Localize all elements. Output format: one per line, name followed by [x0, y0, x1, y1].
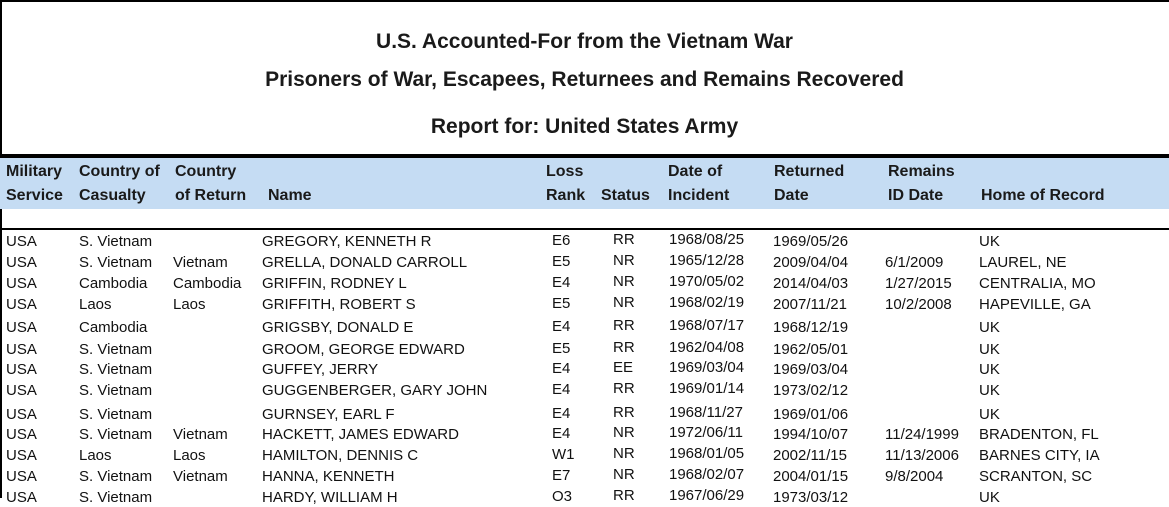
cell-status: NR: [613, 273, 635, 290]
cell-country-of-casualty: S. Vietnam: [79, 382, 153, 399]
header-id-date: ID Date: [888, 187, 944, 204]
header-loss: Loss: [546, 163, 584, 180]
cell-status: RR: [613, 380, 635, 397]
cell-status: RR: [613, 231, 635, 248]
cell-name: GUFFEY, JERRY: [262, 361, 379, 378]
cell-service: USA: [6, 489, 37, 506]
cell-rank: E4: [552, 425, 571, 442]
cell-rank: E5: [552, 340, 571, 357]
report-for: Report for: United States Army: [430, 115, 739, 138]
cell-name: GUGGENBERGER, GARY JOHN: [262, 382, 488, 399]
cell-rank: E5: [552, 295, 571, 312]
cell-country-of-casualty: S. Vietnam: [79, 426, 153, 443]
cell-rank: E5: [552, 253, 571, 270]
cell-country-of-return: Cambodia: [173, 275, 242, 292]
cell-service: USA: [6, 296, 37, 313]
cell-service: USA: [6, 254, 37, 271]
cell-service: USA: [6, 361, 37, 378]
cell-date-of-incident: 1968/08/25: [669, 231, 745, 248]
cell-rank: E7: [552, 467, 571, 484]
cell-name: HANNA, KENNETH: [262, 468, 395, 485]
cell-country-of-casualty: Laos: [79, 447, 112, 464]
cell-home-of-record: HAPEVILLE, GA: [979, 296, 1091, 313]
cell-name: GROOM, GEORGE EDWARD: [262, 341, 465, 358]
cell-returned-date: 1962/05/01: [773, 341, 849, 358]
cell-rank: O3: [552, 488, 573, 505]
cell-service: USA: [6, 233, 37, 250]
cell-date-of-incident: 1968/11/27: [669, 404, 743, 421]
cell-country-of-return: Vietnam: [173, 468, 228, 485]
cell-remains-id-date: 1/27/2015: [885, 275, 952, 292]
cell-country-of-casualty: S. Vietnam: [79, 361, 153, 378]
cell-status: NR: [613, 424, 635, 441]
cell-country-of-casualty: Cambodia: [79, 275, 148, 292]
cell-country-of-casualty: Laos: [79, 296, 112, 313]
cell-country-of-casualty: S. Vietnam: [79, 233, 153, 250]
cell-name: GRIFFITH, ROBERT S: [262, 296, 416, 313]
cell-home-of-record: CENTRALIA, MO: [979, 275, 1096, 292]
cell-home-of-record: UK: [979, 361, 1000, 378]
cell-date-of-incident: 1968/07/17: [669, 317, 745, 334]
cell-returned-date: 2007/11/21: [773, 296, 847, 313]
cell-country-of-return: Vietnam: [173, 254, 228, 271]
header-casualty: Casualty: [79, 187, 146, 204]
cell-status: EE: [613, 359, 634, 376]
cell-remains-id-date: 9/8/2004: [885, 468, 944, 485]
cell-returned-date: 1969/03/04: [773, 361, 849, 378]
header-of-return: of Return: [175, 187, 247, 204]
header-home-of-record: Home of Record: [981, 187, 1105, 204]
cell-name: GREGORY, KENNETH R: [262, 233, 432, 250]
cell-rank: E6: [552, 232, 571, 249]
cell-date-of-incident: 1967/06/29: [669, 487, 745, 504]
cell-service: USA: [6, 468, 37, 485]
cell-returned-date: 1973/03/12: [773, 489, 849, 506]
cell-country-of-casualty: Cambodia: [79, 319, 148, 336]
report-title: U.S. Accounted-For from the Vietnam War: [376, 30, 793, 53]
cell-rank: E4: [552, 405, 571, 422]
header-service: Service: [6, 187, 63, 204]
cell-name: HACKETT, JAMES EDWARD: [262, 426, 459, 443]
cell-status: NR: [613, 445, 635, 462]
cell-country-of-casualty: S. Vietnam: [79, 406, 153, 423]
cell-remains-id-date: 6/1/2009: [885, 254, 944, 271]
cell-name: GRELLA, DONALD CARROLL: [262, 254, 468, 271]
cell-home-of-record: BARNES CITY, IA: [979, 447, 1100, 464]
header-incident: Incident: [668, 187, 730, 204]
cell-home-of-record: BRADENTON, FL: [979, 426, 1099, 443]
cell-date-of-incident: 1972/06/11: [669, 424, 743, 441]
cell-status: NR: [613, 252, 635, 269]
cell-home-of-record: UK: [979, 341, 1000, 358]
cell-rank: E4: [552, 360, 571, 377]
report-subtitle: Prisoners of War, Escapees, Returnees and Remains Recovered: [265, 68, 904, 91]
column-header-band: [0, 158, 1169, 209]
cell-returned-date: 1969/05/26: [773, 233, 849, 250]
header-military: Military: [6, 163, 63, 180]
cell-status: NR: [613, 294, 635, 311]
cell-status: RR: [613, 487, 635, 504]
cell-home-of-record: UK: [979, 489, 1000, 506]
header-country: Country: [175, 163, 237, 180]
header-returned-date: Date: [774, 187, 809, 204]
header-returned: Returned: [774, 163, 845, 180]
cell-returned-date: 1968/12/19: [773, 319, 849, 336]
cell-name: GURNSEY, EARL F: [262, 406, 395, 423]
cell-rank: E4: [552, 381, 571, 398]
cell-date-of-incident: 1968/01/05: [669, 445, 745, 462]
header-date-of: Date of: [668, 163, 723, 180]
cell-country-of-return: Vietnam: [173, 426, 228, 443]
cell-returned-date: 1994/10/07: [773, 426, 849, 443]
cell-home-of-record: UK: [979, 382, 1000, 399]
cell-home-of-record: UK: [979, 406, 1000, 423]
cell-name: HAMILTON, DENNIS C: [262, 447, 419, 464]
cell-service: USA: [6, 447, 37, 464]
cell-home-of-record: LAUREL, NE: [979, 254, 1067, 271]
cell-date-of-incident: 1970/05/02: [669, 273, 745, 290]
cell-date-of-incident: 1968/02/19: [669, 294, 745, 311]
cell-country-of-return: Laos: [173, 296, 206, 313]
header-status: Status: [601, 187, 650, 204]
cell-rank: W1: [552, 446, 575, 463]
cell-name: HARDY, WILLIAM H: [262, 489, 398, 506]
cell-date-of-incident: 1965/12/28: [669, 252, 745, 269]
cell-rank: E4: [552, 318, 571, 335]
cell-date-of-incident: 1968/02/07: [669, 466, 745, 483]
cell-returned-date: 1969/01/06: [773, 406, 849, 423]
cell-service: USA: [6, 319, 37, 336]
cell-home-of-record: SCRANTON, SC: [979, 468, 1093, 485]
cell-status: RR: [613, 339, 635, 356]
cell-country-of-casualty: S. Vietnam: [79, 489, 153, 506]
cell-returned-date: 2014/04/03: [773, 275, 849, 292]
cell-date-of-incident: 1969/01/14: [669, 380, 745, 397]
cell-rank: E4: [552, 274, 571, 291]
cell-service: USA: [6, 382, 37, 399]
cell-remains-id-date: 11/24/1999: [885, 426, 959, 443]
cell-country-of-casualty: S. Vietnam: [79, 468, 153, 485]
cell-service: USA: [6, 426, 37, 443]
cell-service: USA: [6, 406, 37, 423]
header-bottom-rule: [0, 228, 1169, 230]
cell-name: GRIFFIN, RODNEY L: [262, 275, 407, 292]
cell-remains-id-date: 11/13/2006: [885, 447, 959, 464]
header-name: Name: [268, 187, 312, 204]
cell-country-of-casualty: S. Vietnam: [79, 254, 153, 271]
cell-name: GRIGSBY, DONALD E: [262, 319, 414, 336]
cell-returned-date: 1973/02/12: [773, 382, 849, 399]
header-remains: Remains: [888, 163, 955, 180]
cell-service: USA: [6, 341, 37, 358]
cell-date-of-incident: 1969/03/04: [669, 359, 745, 376]
cell-status: RR: [613, 404, 635, 421]
cell-country-of-return: Laos: [173, 447, 206, 464]
cell-returned-date: 2004/01/15: [773, 468, 849, 485]
cell-remains-id-date: 10/2/2008: [885, 296, 952, 313]
cell-service: USA: [6, 275, 37, 292]
header-country-of: Country of: [79, 163, 160, 180]
cell-date-of-incident: 1962/04/08: [669, 339, 745, 356]
cell-returned-date: 2009/04/04: [773, 254, 849, 271]
cell-status: NR: [613, 466, 635, 483]
cell-status: RR: [613, 317, 635, 334]
cell-returned-date: 2002/11/15: [773, 447, 847, 464]
cell-home-of-record: UK: [979, 319, 1000, 336]
header-rank: Rank: [546, 187, 586, 204]
cell-country-of-casualty: S. Vietnam: [79, 341, 153, 358]
cell-home-of-record: UK: [979, 233, 1000, 250]
